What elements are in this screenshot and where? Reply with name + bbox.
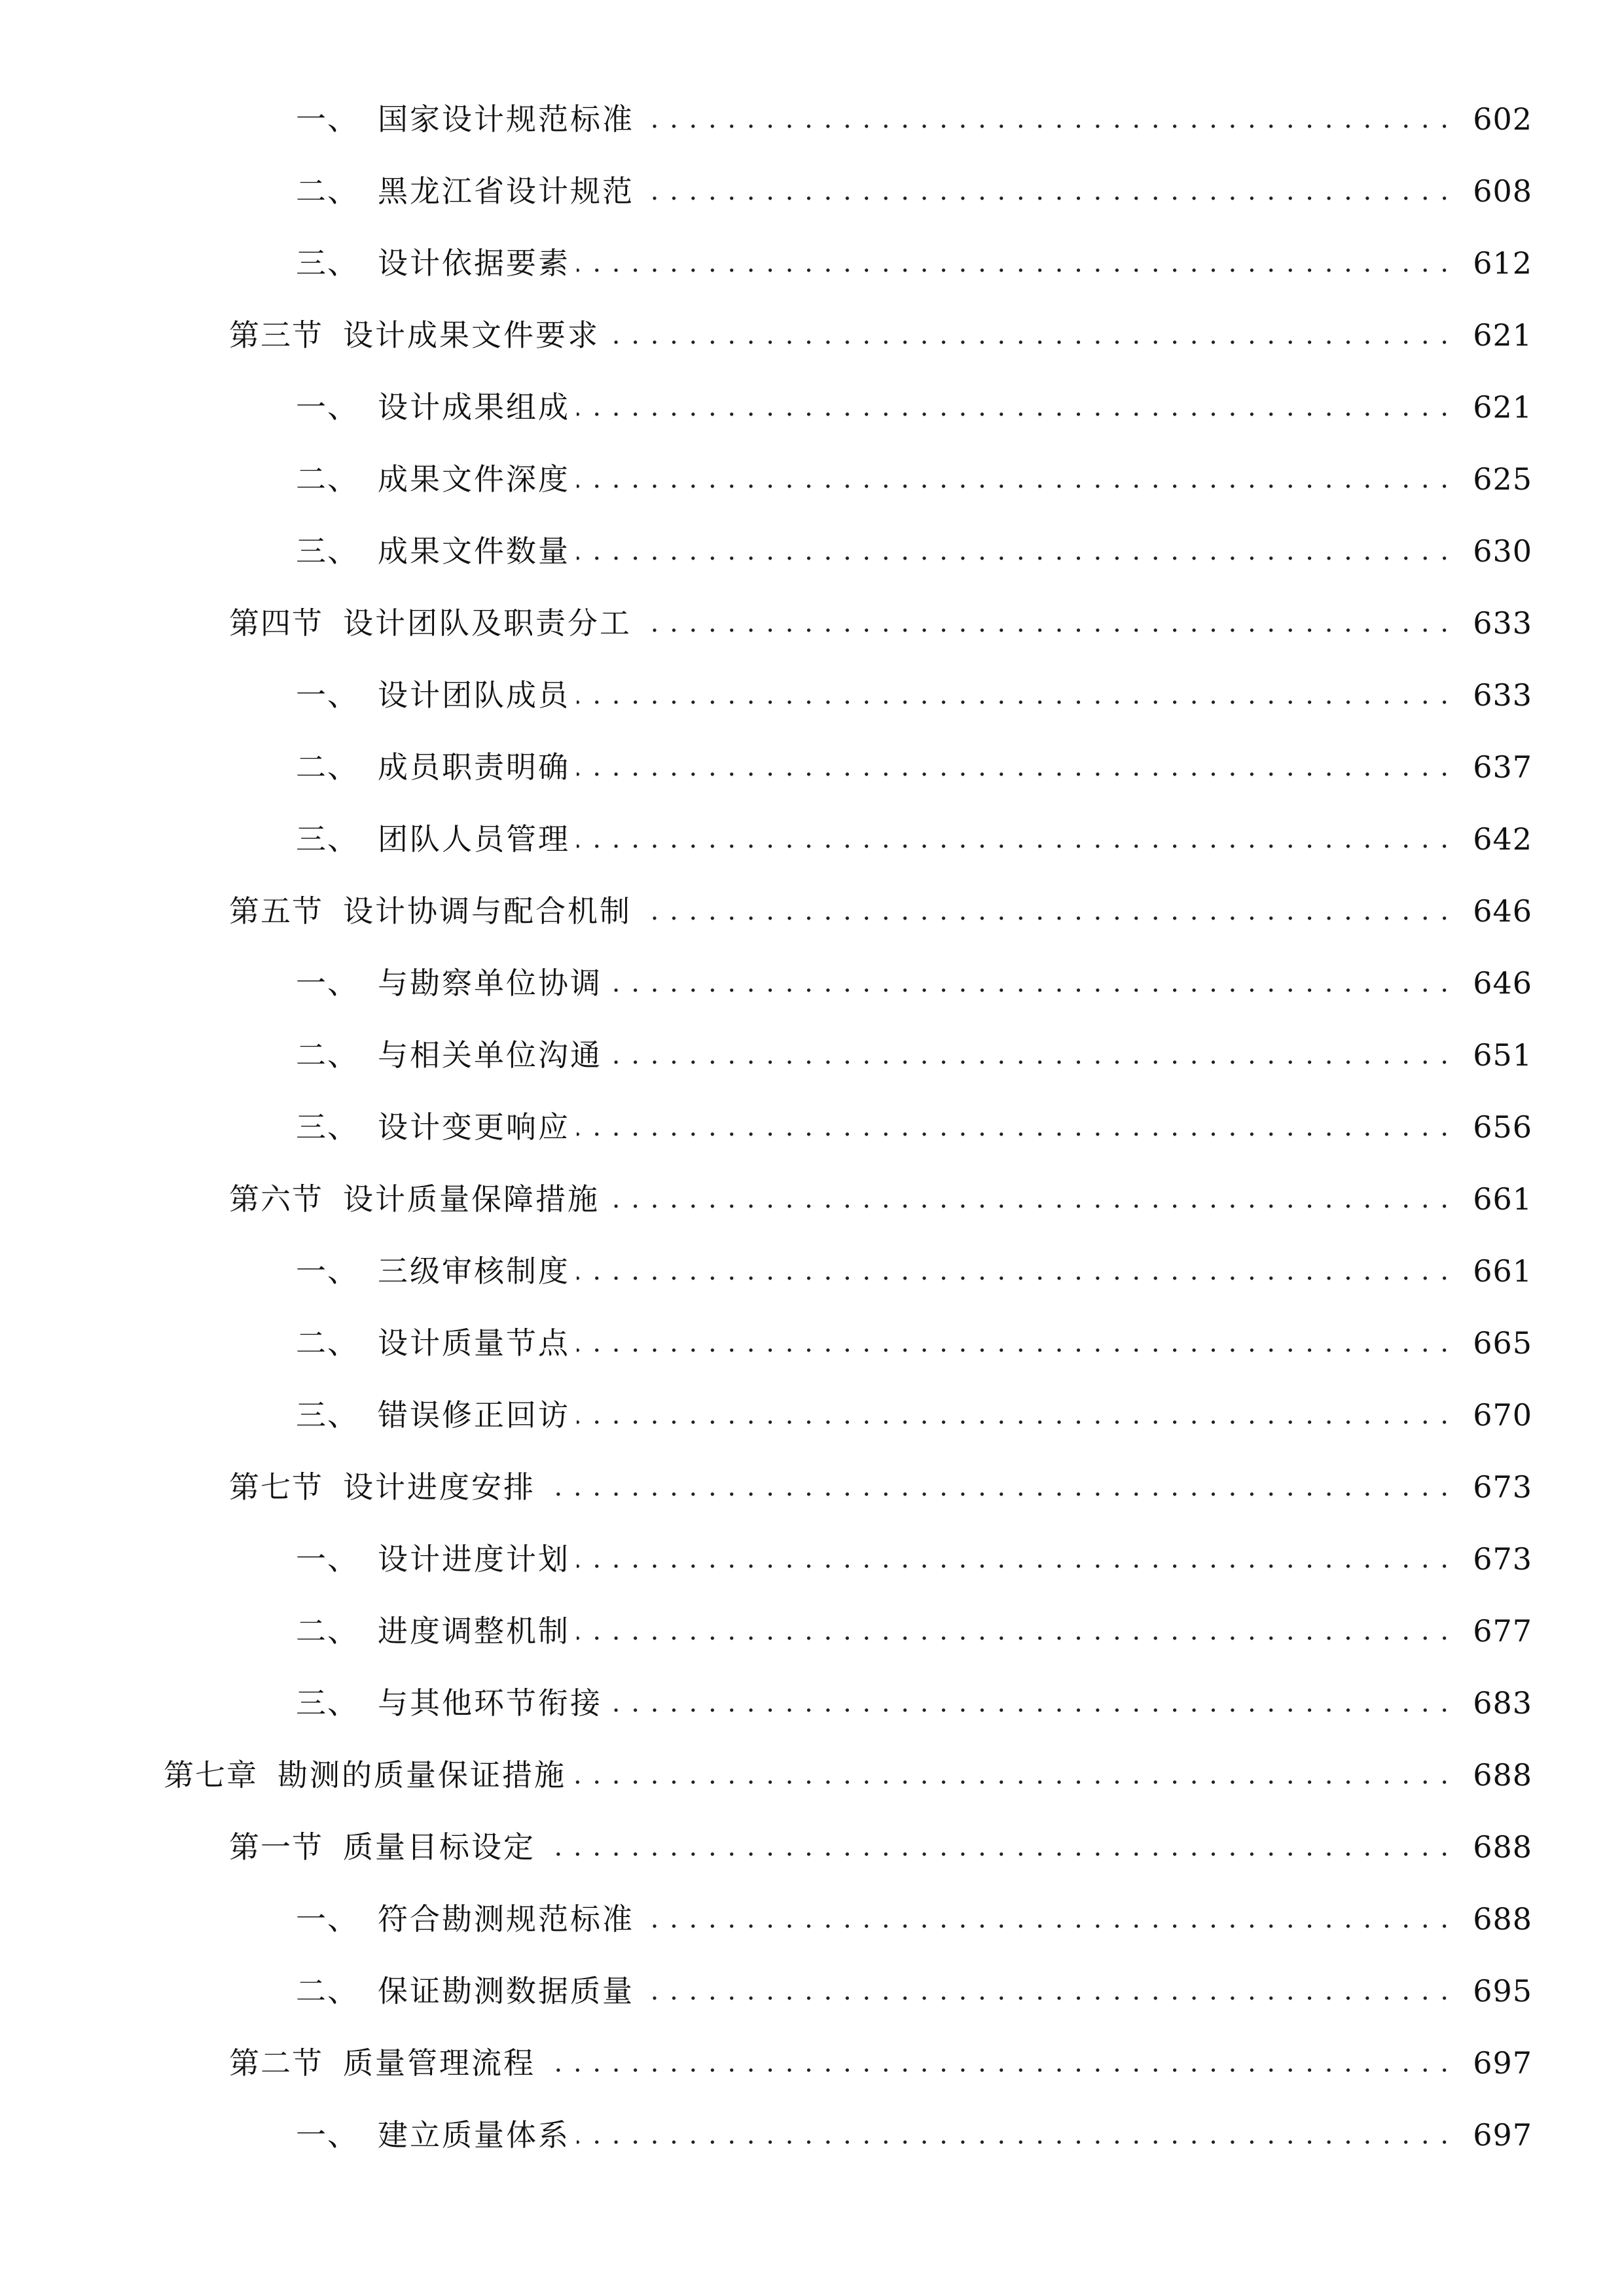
toc-entry-page: 673: [1473, 1469, 1532, 1505]
dot-leader: [577, 1530, 1450, 1588]
toc-entry[interactable]: [0, 1818, 1624, 1876]
toc-entry-title: 与其他环节衔接: [378, 1685, 602, 1721]
toc-entry-page: 665: [1473, 1325, 1532, 1361]
dot-leader: [641, 1962, 1450, 2020]
dot-leader: [573, 1746, 1450, 1804]
toc-entry-title: 进度调整机制: [378, 1613, 570, 1649]
dot-leader: [542, 1818, 1450, 1876]
toc-entry[interactable]: [0, 1242, 1624, 1300]
toc-entry[interactable]: [0, 1026, 1624, 1085]
toc-entry[interactable]: [0, 306, 1624, 365]
toc-entry[interactable]: [0, 954, 1624, 1013]
toc-entry[interactable]: [0, 1674, 1624, 1732]
dot-leader: [577, 2106, 1450, 2164]
toc-entry-page: 661: [1473, 1181, 1532, 1217]
toc-entry-page: 688: [1473, 1901, 1532, 1937]
dot-leader: [577, 378, 1450, 437]
toc-entry[interactable]: [0, 1530, 1624, 1588]
toc-entry[interactable]: [0, 378, 1624, 437]
toc-entry-page: 688: [1473, 1829, 1532, 1865]
toc-entry-page: 673: [1473, 1541, 1532, 1577]
dot-leader: [577, 522, 1450, 581]
toc-entry-number: 第七节: [229, 1469, 323, 1505]
toc-entry-title: 质量目标设定: [343, 1829, 535, 1865]
toc-entry[interactable]: [0, 162, 1624, 221]
toc-entry-title: 质量管理流程: [343, 2045, 535, 2081]
dot-leader: [609, 1674, 1450, 1732]
toc-entry-page: 633: [1473, 605, 1532, 641]
toc-entry-title: 三级审核制度: [378, 1253, 570, 1289]
toc-entry-title: 设计进度安排: [343, 1469, 535, 1505]
toc-entry-number: 第六节: [229, 1181, 323, 1217]
toc-entry-number: 第七章: [164, 1757, 258, 1793]
toc-entry-page: 621: [1473, 389, 1532, 425]
dot-leader: [577, 1098, 1450, 1157]
toc-entry-page: 646: [1473, 965, 1532, 1001]
toc-entry-title: 设计协调与配合机制: [343, 893, 632, 929]
toc-entry-title: 保证勘测数据质量: [378, 1973, 634, 2009]
toc-entry-page: 642: [1473, 821, 1532, 857]
toc-entry-title: 与相关单位沟通: [378, 1037, 602, 1073]
dot-leader: [609, 1026, 1450, 1085]
toc-entry[interactable]: [0, 1386, 1624, 1444]
toc-entry-page: 637: [1473, 749, 1532, 785]
dot-leader: [577, 1386, 1450, 1444]
toc-entry-title: 团队人员管理: [378, 821, 570, 857]
toc-entry[interactable]: [0, 1602, 1624, 1660]
toc-entry-page: 695: [1473, 1973, 1532, 2009]
toc-entry-number: 二、: [296, 1613, 359, 1649]
toc-entry[interactable]: [0, 90, 1624, 149]
toc-entry-number: 三、: [296, 821, 359, 857]
dot-leader: [638, 882, 1450, 941]
toc-entry-number: 一、: [296, 1901, 359, 1937]
dot-leader: [638, 594, 1450, 653]
toc-entry-title: 设计依据要素: [378, 245, 570, 281]
toc-entry-title: 设计质量节点: [378, 1325, 570, 1361]
toc-entry[interactable]: [0, 1962, 1624, 2020]
toc-entry-number: 一、: [296, 1541, 359, 1577]
toc-entry-page: 608: [1473, 173, 1532, 209]
toc-entry[interactable]: [0, 522, 1624, 581]
toc-entry[interactable]: [0, 450, 1624, 509]
toc-entry-page: 683: [1473, 1685, 1532, 1721]
toc-entry-title: 勘测的质量保证措施: [278, 1757, 566, 1793]
toc-entry[interactable]: [0, 882, 1624, 941]
dot-leader: [609, 954, 1450, 1013]
toc-entry-page: 602: [1473, 101, 1532, 137]
toc-entry-title: 国家设计规范标准: [378, 101, 634, 137]
toc-entry[interactable]: [0, 2106, 1624, 2164]
dot-leader: [641, 1890, 1450, 1948]
toc-entry[interactable]: [0, 810, 1624, 869]
toc-entry-title: 成果文件数量: [378, 533, 570, 569]
toc-entry-title: 黑龙江省设计规范: [378, 173, 634, 209]
toc-entry-title: 与勘察单位协调: [378, 965, 602, 1001]
toc-entry-number: 一、: [296, 2117, 359, 2153]
dot-leader: [542, 2034, 1450, 2092]
toc-entry-title: 成员职责明确: [378, 749, 570, 785]
toc-entry-page: 630: [1473, 533, 1532, 569]
toc-entry-number: 三、: [296, 1685, 359, 1721]
toc-entry-number: 第一节: [229, 1829, 323, 1865]
toc-entry[interactable]: [0, 2034, 1624, 2092]
dot-leader: [577, 1314, 1450, 1372]
toc-entry-page: 633: [1473, 677, 1532, 713]
toc-entry-number: 一、: [296, 677, 359, 713]
toc-entry-number: 一、: [296, 101, 359, 137]
dot-leader: [606, 306, 1450, 365]
dot-leader: [542, 1458, 1450, 1516]
toc-entry[interactable]: [0, 1170, 1624, 1229]
toc-entry-title: 设计团队成员: [378, 677, 570, 713]
toc-entry-number: 三、: [296, 1397, 359, 1433]
toc-entry[interactable]: [0, 666, 1624, 725]
toc-entry[interactable]: [0, 1458, 1624, 1516]
toc-entry-title: 设计质量保障措施: [343, 1181, 600, 1217]
toc-entry-page: 656: [1473, 1109, 1532, 1145]
toc-entry-page: 677: [1473, 1613, 1532, 1649]
toc-entry-number: 一、: [296, 389, 359, 425]
toc-entry-title: 建立质量体系: [378, 2117, 570, 2153]
dot-leader: [577, 234, 1450, 293]
toc-entry-number: 二、: [296, 173, 359, 209]
dot-leader: [641, 90, 1450, 149]
toc-entry[interactable]: [0, 1098, 1624, 1157]
toc-entry[interactable]: [0, 1746, 1624, 1804]
dot-leader: [577, 1242, 1450, 1300]
toc-entry-title: 设计团队及职责分工: [343, 605, 632, 641]
toc-entry-number: 二、: [296, 461, 359, 497]
toc-entry-number: 二、: [296, 749, 359, 785]
dot-leader: [577, 666, 1450, 725]
toc-entry[interactable]: [0, 738, 1624, 797]
toc-entry-number: 二、: [296, 1973, 359, 2009]
toc-entry-number: 第五节: [229, 893, 323, 929]
toc-entry[interactable]: [0, 1314, 1624, 1372]
toc-entry-page: 697: [1473, 2045, 1532, 2081]
toc-entry-number: 第二节: [229, 2045, 323, 2081]
toc-entry-page: 612: [1473, 245, 1532, 281]
toc-entry-page: 625: [1473, 461, 1532, 497]
toc-entry-page: 688: [1473, 1757, 1532, 1793]
toc-entry-number: 三、: [296, 1109, 359, 1145]
toc-entry[interactable]: [0, 234, 1624, 293]
toc-entry-title: 设计变更响应: [378, 1109, 570, 1145]
toc-entry-number: 一、: [296, 1253, 359, 1289]
dot-leader: [577, 810, 1450, 869]
toc-entry-number: 第四节: [229, 605, 323, 641]
toc-entry-title: 设计成果组成: [378, 389, 570, 425]
toc-entry-page: 621: [1473, 317, 1532, 353]
toc-entry-page: 697: [1473, 2117, 1532, 2153]
toc-entry-number: 第三节: [229, 317, 323, 353]
dot-leader: [577, 450, 1450, 509]
dot-leader: [641, 162, 1450, 221]
toc-entry-number: 二、: [296, 1325, 359, 1361]
toc-entry-number: 三、: [296, 245, 359, 281]
toc-entry-title: 设计进度计划: [378, 1541, 570, 1577]
toc-entry-page: 661: [1473, 1253, 1532, 1289]
toc-entry-title: 错误修正回访: [378, 1397, 570, 1433]
toc-entry[interactable]: [0, 1890, 1624, 1948]
toc-entry-page: 646: [1473, 893, 1532, 929]
dot-leader: [577, 738, 1450, 797]
toc-entry-title: 成果文件深度: [378, 461, 570, 497]
dot-leader: [606, 1170, 1450, 1229]
toc-entry[interactable]: [0, 594, 1624, 653]
toc-entry-page: 651: [1473, 1037, 1532, 1073]
toc-entry-title: 设计成果文件要求: [343, 317, 600, 353]
toc-entry-page: 670: [1473, 1397, 1532, 1433]
toc-entry-number: 一、: [296, 965, 359, 1001]
dot-leader: [577, 1602, 1450, 1660]
toc-entry-number: 二、: [296, 1037, 359, 1073]
toc-entry-title: 符合勘测规范标准: [378, 1901, 634, 1937]
toc-entry-number: 三、: [296, 533, 359, 569]
